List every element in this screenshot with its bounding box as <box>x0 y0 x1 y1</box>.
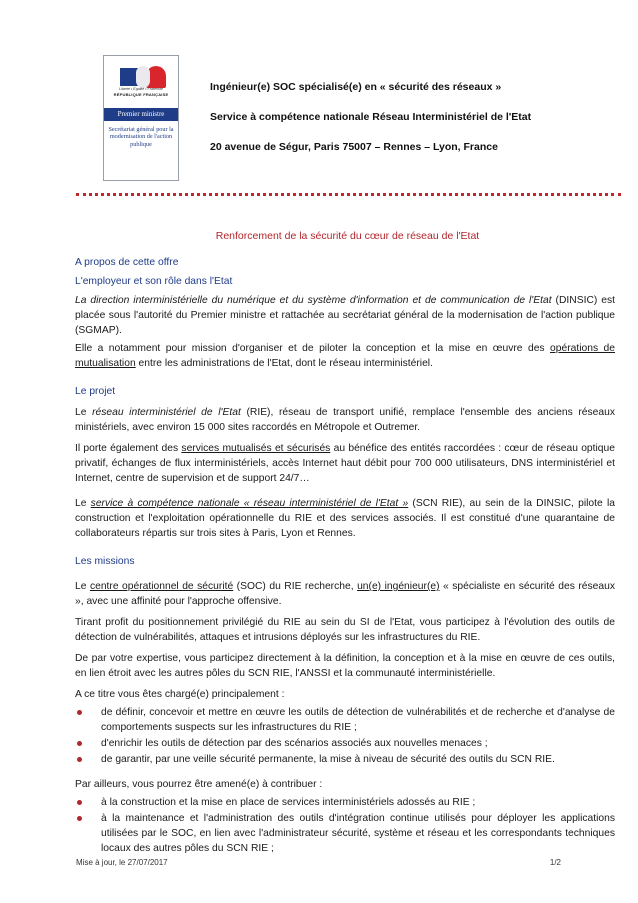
link-scn-rie[interactable]: service à compétence nationale « réseau interministériel de l'Etat » <box>90 498 409 509</box>
bullet-icon <box>77 800 82 805</box>
marianne-emblem <box>110 60 172 104</box>
list-contributions <box>75 795 615 856</box>
paragraph-soc: Le centre opérationnel de sécurité (SOC) du RIE recherche, un(e) ingénieur(e) « spécialiste en sécurité des réseaux », avec une affinité pour l'approche offensive. <box>75 581 615 607</box>
document-title: Renforcement de la sécurité du cœur de réseau de l'Etat <box>215 230 480 242</box>
paragraph-dinsic: La direction interministérielle du numérique et du système d'information et de communication de l'Etat (DINSIC) est placée sous l'autorité du Premier ministre et rattachée au secrétariat général de la modernisation de l'action publique (SGMAP). <box>75 295 615 336</box>
paragraph-ailleurs: Par ailleurs, vous pourrez être amené(e) à contribuer : <box>75 779 323 790</box>
page-footer <box>76 858 561 867</box>
paragraph-positionnement: Tirant profit du positionnement privilégié du RIE au sein du SI de l'Etat, vous participez à l'évolution des outils de détection de vulnérabilités, attaques et intrusions déployés sur les infrastructures du RIE. <box>75 617 615 643</box>
paragraph-services: Il porte également des services mutualisés et sécurisés au bénéfice des entités raccordées : cœur de réseau optique privatif, échanges de flux interministériels, accès Internet haut débit pour 700 000 utilisateurs, DNS interministériel et Internet, centre de supervision et de support 24/7… <box>75 443 615 484</box>
paragraph-expertise: De par votre expertise, vous participez directement à la définition, la conception et à la mise en œuvre de ces outils, en lien étroit avec les autres pôles du SCN RIE, l'ANSSI et la communauté interministérielle. <box>75 653 615 679</box>
footer-page-number: 1/2 <box>549 858 561 867</box>
section-heading-apropos: A propos de cette offre <box>75 257 179 268</box>
link-operations-mutualisation[interactable]: opérations de mutualisation <box>75 343 615 369</box>
link-ingenieur[interactable]: un(e) ingénieur(e) <box>357 581 440 592</box>
document-body <box>75 252 615 857</box>
list-responsabilites <box>75 705 615 767</box>
government-logo <box>103 55 179 181</box>
dotted-separator <box>76 193 621 196</box>
list-item: d'enrichir les outils de détection par des scénarios associés aux nouvelles menaces ; <box>75 736 615 751</box>
logo-motto: Liberté • Égalité • Fraternité <box>119 87 163 91</box>
bullet-icon <box>77 757 82 762</box>
logo-premier-ministre: Premier ministre <box>104 108 178 121</box>
section-heading-missions: Les missions <box>75 556 135 567</box>
list-item: de définir, concevoir et mettre en œuvre les outils de détection de vulnérabilités et de recherche et d'analyse de comportements suspects sur les infrastructures du RIE ; <box>75 705 615 735</box>
logo-republique: RÉPUBLIQUE FRANÇAISE <box>113 92 169 97</box>
link-services-mutualises[interactable]: services mutualisés et sécurisés <box>181 443 331 454</box>
paragraph-scn-rie: Le service à compétence nationale « réseau interministériel de l'Etat » (SCN RIE), au sein de la DINSIC, pilote la construction et l'exploitation opérationnelle du RIE et des services associés. Il est constitué d'une quarantaine de collaborateurs répartis sur trois sites à Paris, Lyon et Rennes. <box>75 498 615 539</box>
bullet-icon <box>77 741 82 746</box>
link-centre-operationnel[interactable]: centre opérationnel de sécurité <box>89 581 234 592</box>
list-item: à la maintenance et l'administration des outils d'intégration continue utilisés pour déployer les applications utilisées par le SOC, en lien avec l'administrateur sécurité, système et réseau et les correspondants techniques locaux des autres pôles du SCN RIE ; <box>75 811 615 856</box>
list-item: de garantir, par une veille sécurité permanente, la mise à niveau de sécurité des outils du SCN RIE. <box>75 752 615 767</box>
logo-secretariat: Secrétariat général pour la modernisation de l'action publique <box>108 126 174 148</box>
header-job-title: Ingénieur(e) SOC spécialisé(e) en « sécurité des réseaux » <box>210 81 502 93</box>
emblem-marianne-profile <box>136 66 150 88</box>
paragraph-charge: A ce titre vous êtes chargé(e) principalement : <box>75 689 285 700</box>
bullet-icon <box>77 816 82 821</box>
header-block <box>210 81 610 171</box>
header-service: Service à compétence nationale Réseau Interministériel de l'Etat <box>210 111 532 123</box>
paragraph-rie: Le réseau interministériel de l'Etat (RIE), réseau de transport unifié, remplace l'ensemble des anciens réseaux ministériels, avec environ 15 000 sites raccordés en Métropole et Outremer. <box>75 407 615 433</box>
subheading-employeur: L'employeur et son rôle dans l'Etat <box>75 276 233 287</box>
bullet-icon <box>77 710 82 715</box>
list-item: à la construction et la mise en place de services interministériels adossés au RIE ; <box>75 795 615 810</box>
paragraph-mission: Elle a notamment pour mission d'organiser et de piloter la conception et la mise en œuvre des opérations de mutualisation entre les administrations de l'Etat, dont le réseau interministériel. <box>75 343 615 369</box>
section-heading-projet: Le projet <box>75 386 116 397</box>
header-address: 20 avenue de Ségur, Paris 75007 – Rennes – Lyon, France <box>210 141 498 153</box>
footer-update-date: Mise à jour, le 27/07/2017 <box>76 858 168 867</box>
